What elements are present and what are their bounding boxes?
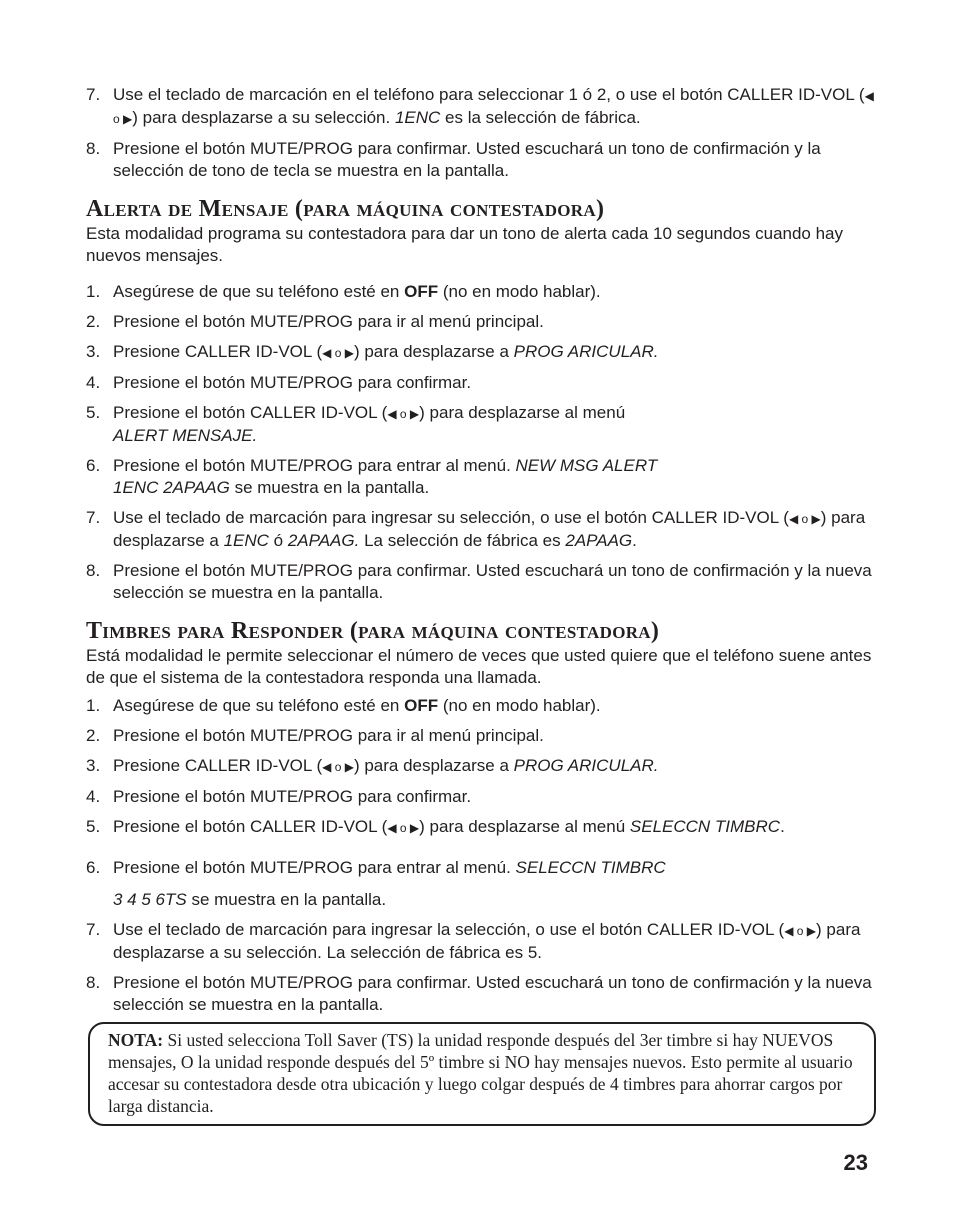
- left-right-arrows-icon: ◀ o ▶: [322, 760, 354, 774]
- key-tone-steps: [86, 84, 876, 182]
- page-content: [86, 84, 876, 1024]
- list-item: 5. Presione el botón CALLER ID-VOL (◀ o ▶) para desplazarse al menú ALERT MENSAJE.: [86, 403, 626, 445]
- left-right-arrows-icon: ◀ o ▶: [387, 821, 420, 835]
- message-alert-steps: [86, 281, 876, 604]
- left-right-arrows-icon: ◀ o ▶: [113, 89, 874, 126]
- page-number: 23: [843, 1150, 868, 1175]
- list-item: 8. Presione el botón MUTE/PROG para confirmar. Usted escuchará un tono de confirmación y la nueva selección se muestra en la pantalla.: [86, 561, 872, 602]
- list-item: 5. Presione el botón CALLER ID-VOL (◀ o ▶) para desplazarse al menú SELECCN TIMBRC.: [86, 817, 785, 836]
- list-item: 3. Presione CALLER ID-VOL (◀ o ▶) para desplazarse a PROG ARICULAR.: [86, 756, 659, 775]
- left-right-arrows-icon: ◀ o ▶: [788, 512, 821, 526]
- list-item: 6. Presione el botón MUTE/PROG para entrar al menú. NEW MSG ALERT 1ENC 2APAAG se muestra en la pantalla.: [86, 456, 658, 497]
- list-item: 2. Presione el botón MUTE/PROG para ir al menú principal.: [86, 312, 544, 331]
- list-item: 8. Presione el botón MUTE/PROG para confirmar. Usted escuchará un tono de confirmación y la selección de tono de tecla se muestra en la pantalla.: [86, 139, 821, 180]
- list-item: 4. Presione el botón MUTE/PROG para confirmar.: [86, 373, 472, 392]
- section-intro: Está modalidad le permite seleccionar el número de veces que usted quiere que el teléfono suene antes de que el sistema de la contestadora responda una llamada.: [86, 646, 872, 687]
- note-text: Si usted selecciona Toll Saver (TS) la unidad responde después del 3er timbre si hay NUEVOS mensajes, O la unidad responde después del 5º timbre si NO hay mensajes nuevos. Esto permite al usuario accesar su contestadora desde otra ubicación y luego colgar después de 4 timbres para ahorrar cargos por larga distancia.: [108, 1030, 853, 1116]
- left-right-arrows-icon: ◀ o ▶: [387, 407, 420, 421]
- note-label: NOTA:: [108, 1030, 164, 1050]
- left-right-arrows-icon: ◀ o ▶: [322, 346, 354, 360]
- list-item: 1. Asegúrese de que su teléfono esté en OFF (no en modo hablar).: [86, 282, 601, 301]
- list-item: 2. Presione el botón MUTE/PROG para ir al menú principal.: [86, 726, 544, 745]
- list-item: 3. Presione CALLER ID-VOL (◀ o ▶) para desplazarse a PROG ARICULAR.: [86, 342, 659, 361]
- list-item: 7. Use el teclado de marcación para ingresar su selección, o use el botón CALLER ID-VOL (◀ o ▶) para desplazarse a 1ENC ó 2APAAG. La selección de fábrica es 2APAAG.: [86, 508, 866, 550]
- section-heading-rings-to-answer: Timbres para Responder (para máquina contestadora): [86, 618, 660, 644]
- list-item: 6. Presione el botón MUTE/PROG para entrar al menú. SELECCN TIMBRC 3 4 5 6TS se muestra en la pantalla.: [86, 858, 666, 909]
- list-item: 7. Use el teclado de marcación para ingresar la selección, o use el botón CALLER ID-VOL (◀ o ▶) para desplazarse a su selección. La selección de fábrica es 5.: [86, 920, 861, 962]
- left-right-arrows-icon: ◀ o ▶: [784, 924, 817, 938]
- section-heading-message-alert: Alerta de Mensaje (para máquina contestadora): [86, 196, 605, 222]
- list-item: 1. Asegúrese de que su teléfono esté en OFF (no en modo hablar).: [86, 696, 601, 715]
- section-intro: Esta modalidad programa su contestadora para dar un tono de alerta cada 10 segundos cuando hay nuevos mensajes.: [86, 224, 844, 265]
- note-box: [88, 1022, 876, 1126]
- list-item: 7. Use el teclado de marcación en el teléfono para seleccionar 1 ó 2, o use el botón CALLER ID-VOL (◀ o ▶) para desplazarse a su selección. 1ENC es la selección de fábrica.: [86, 85, 874, 127]
- list-item: 8. Presione el botón MUTE/PROG para confirmar. Usted escuchará un tono de confirmación y la nueva selección se muestra en la pantalla.: [86, 973, 872, 1014]
- rings-to-answer-steps: [86, 695, 876, 1016]
- list-item: 4. Presione el botón MUTE/PROG para confirmar.: [86, 787, 472, 806]
